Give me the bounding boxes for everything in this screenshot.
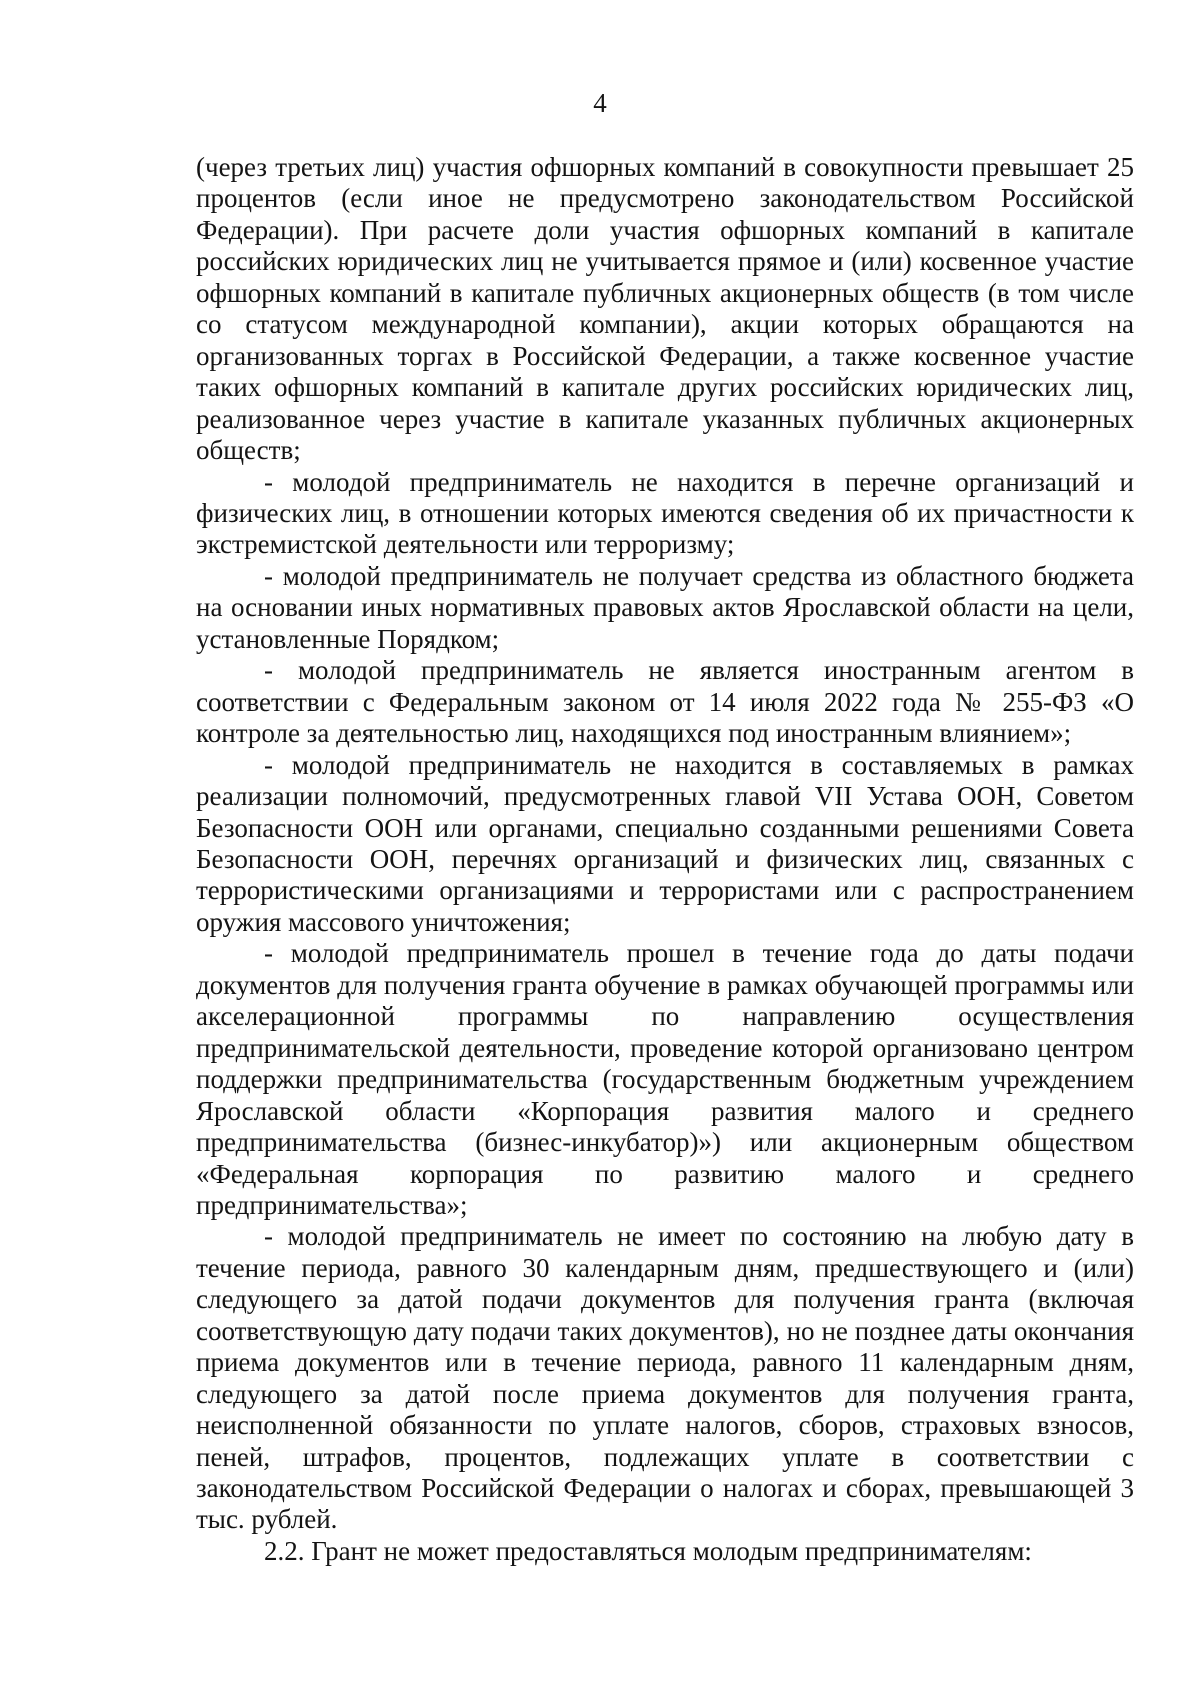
paragraph-tax-arrears: - молодой предприниматель не имеет по состоянию на любую дату в течение периода, равного 30 календарным дням, предшествующего и (или) следующего за датой подачи документов для получения гранта (включая соответствующую дату подачи таких документов), но не позднее даты окончания приема документов или в течение периода, равного 11 календарным дням, следующего за датой после приема документов для получения гранта, неисполненной обязанности по уплате налогов, сборов, страховых взносов, пеней, штрафов, процентов, подлежащих уплате в соответствии с законодательством Российской Федерации о налогах и сборах, превышающей 3 тыс. рублей.: [196, 1221, 1134, 1535]
document-body: [196, 152, 1134, 1567]
page-number: 4: [593, 88, 607, 118]
paragraph-section-2-2: 2.2. Грант не может предоставляться молодым предпринимателям:: [264, 1535, 1032, 1566]
paragraph-regional-budget: - молодой предприниматель не получает средства из областного бюджета на основании иных нормативных правовых актов Ярославской области на цели, установленные Порядком;: [196, 560, 1134, 654]
paragraph-foreign-agent: - молодой предприниматель не является иностранным агентом в соответствии с Федеральным законом от 14 июля 2022 года № 255-ФЗ «О контроле за деятельностью лиц, находящихся под иностранным влиянием»;: [196, 655, 1134, 749]
paragraph-extremism-list: - молодой предприниматель не находится в перечне организаций и физических лиц, в отношении которых имеются сведения об их причастности к экстремистской деятельности или терроризму;: [196, 466, 1134, 560]
paragraph-training-program: - молодой предприниматель прошел в течение года до даты подачи документов для получения гранта обучение в рамках обучающей программы или акселерационной программы по направлению осуществления предпринимательской деятельности, проведение которой организовано центром поддержки предпринимательства (государственным бюджетным учреждением Ярославской области «Корпорация развития малого и среднего предпринимательства (бизнес-инкубатор)») или акционерным обществом «Федеральная корпорация по развитию малого и среднего предпринимательства»;: [196, 938, 1134, 1220]
paragraph-un-sanctions-list: - молодой предприниматель не находится в составляемых в рамках реализации полномочий, предусмотренных главой VII Устава ООН, Советом Безопасности ООН или органами, специально созданными решениями Совета Безопасности ООН, перечнях организаций и физических лиц, связанных с террористическими организациями и террористами или с распространением оружия массового уничтожения;: [196, 749, 1134, 937]
paragraph-offshore-participation: (через третьих лиц) участия офшорных компаний в совокупности превышает 25 процентов (если иное не предусмотрено законодательством Российской Федерации). При расчете доли участия офшорных компаний в капитале российских юридических лиц не учитывается прямое и (или) косвенное участие офшорных компаний в капитале публичных акционерных обществ (в том числе со статусом международной компании), акции которых обращаются на организованных торгах в Российской Федерации, а также косвенное участие таких офшорных компаний в капитале других российских юридических лиц, реализованное через участие в капитале указанных публичных акционерных обществ;: [196, 152, 1134, 466]
